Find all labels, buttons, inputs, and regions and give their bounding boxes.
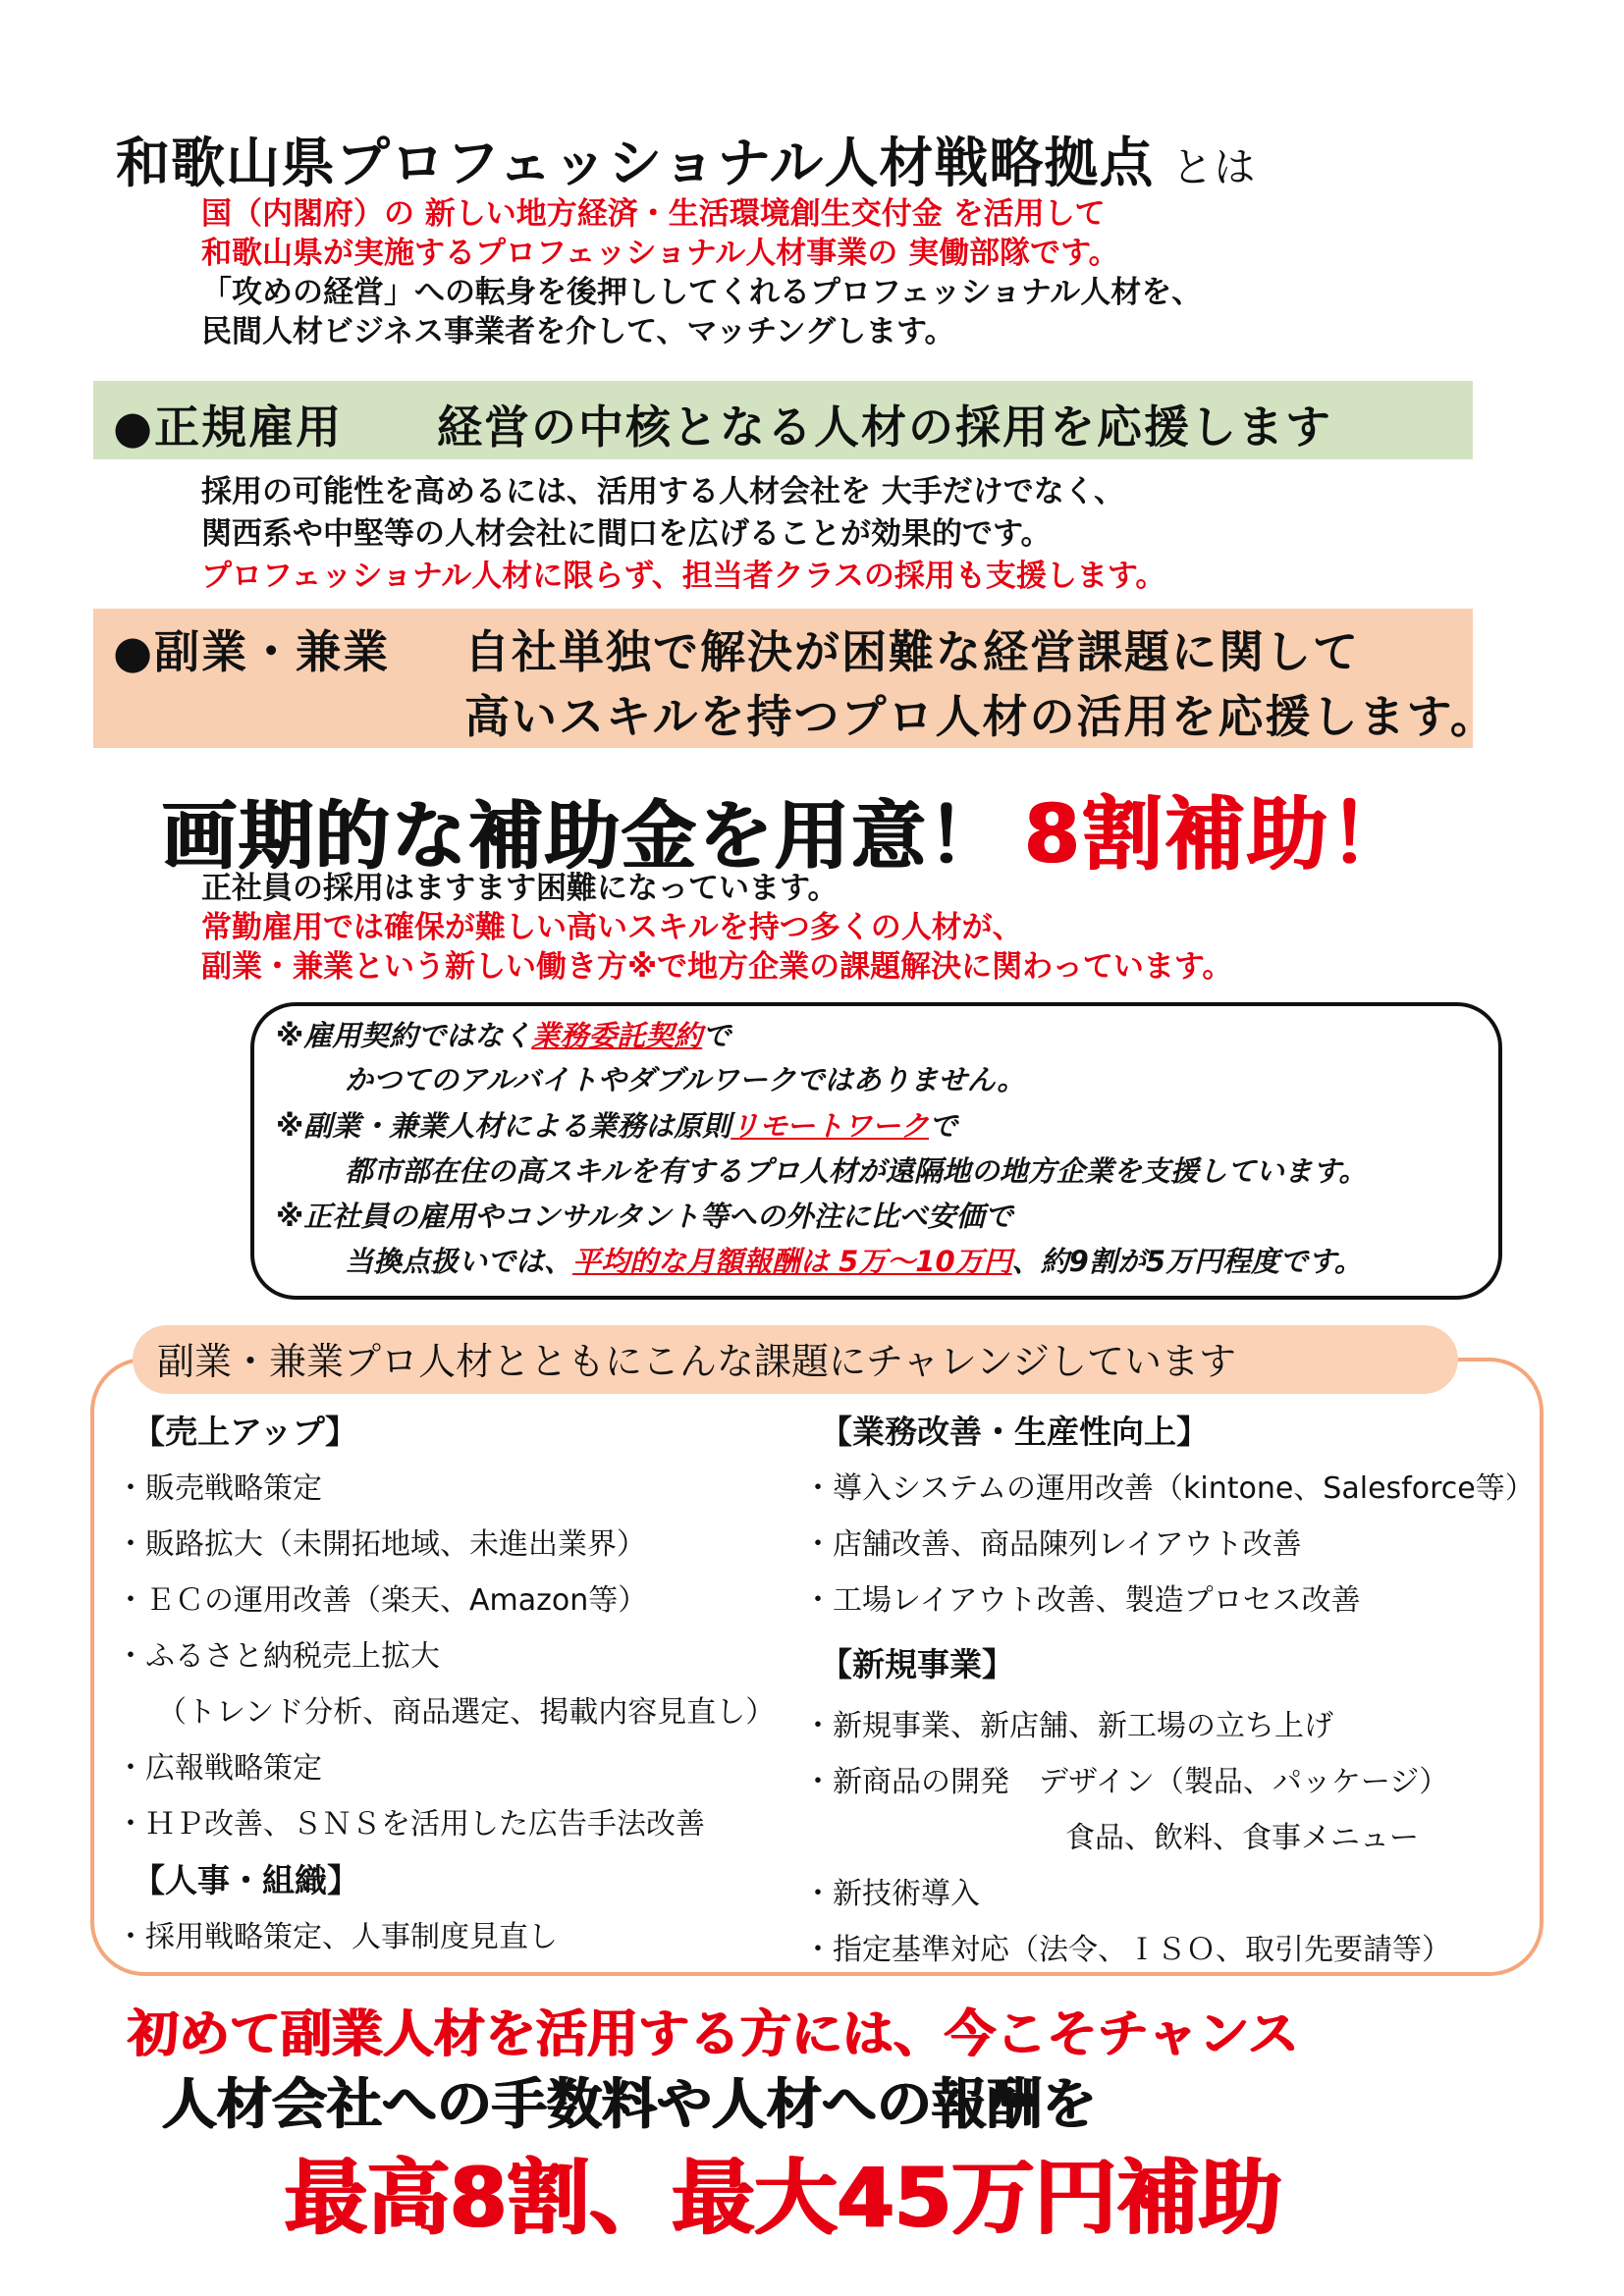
list-item [116, 1799, 705, 1842]
bullet: ・ [803, 1765, 833, 1799]
list-item [116, 1631, 440, 1675]
note-text: で [929, 1109, 958, 1143]
sub-line: 常勤雇用では確保が難しい高いスキルを持つ多くの人材が、 [201, 910, 1023, 945]
bullet: ・ [803, 1933, 833, 1967]
section-label: ●正規雇用 [113, 400, 344, 454]
item-text: 採用戦略策定、人事制度見直し [145, 1920, 558, 1954]
note-text: 当換点扱いでは、 [345, 1245, 573, 1278]
item-text: 販売戦略策定 [145, 1471, 322, 1506]
list-item [116, 1520, 646, 1563]
sub-line: 正社員の採用はますます困難になっています。 [201, 871, 839, 906]
section-label: ●副業・兼業 [113, 625, 391, 678]
bullet: ・ [803, 1583, 833, 1618]
item-text: ふるさと納税売上拡大 [145, 1639, 440, 1674]
list-item-continuation: （トレンド分析、商品選定、掲載内容見直し） [157, 1695, 776, 1730]
bullet: ・ [116, 1527, 145, 1562]
note-emphasis: 平均的な月額報酬は 5万～10万円 [572, 1245, 1012, 1278]
note-emphasis: 業務委託契約 [531, 1019, 703, 1052]
list-item [116, 1464, 322, 1507]
desc-line: 採用の可能性を高めるには、活用する人材会社を 大手だけでなく、 [201, 474, 1125, 509]
title-suffix: とは [1171, 143, 1257, 191]
intro-text [201, 194, 1202, 351]
list-item [803, 1575, 1361, 1619]
section-heading: 経営の中核となる人材の採用を応援します [437, 400, 1332, 454]
list-item [803, 1757, 1448, 1800]
list-item [116, 1575, 647, 1619]
category-label: 【売上アップ】 [133, 1413, 358, 1451]
bullet: ・ [803, 1527, 833, 1562]
list-item [803, 1701, 1333, 1744]
note-text: ※副業・兼業人材による業務は原則 [276, 1109, 731, 1143]
bullet: ・ [116, 1583, 145, 1618]
note-line: かつてのアルバイトやダブルワークではありません。 [345, 1063, 1026, 1096]
item-text: 工場レイアウト改善、製造プロセス改善 [833, 1583, 1361, 1618]
intro-line: 国（内閣府）の 新しい地方経済・生活環境創生交付金 を活用して [201, 196, 1106, 232]
note-line [276, 1014, 731, 1054]
list-item [803, 1925, 1451, 1968]
item-text: 店舗改善、商品陳列レイアウト改善 [833, 1527, 1302, 1562]
note-text: 、約9割が5万円程度です。 [1011, 1245, 1363, 1278]
section-heading-line: 自社単独で解決が困難な経営課題に関して [464, 625, 1360, 678]
seiki-description [201, 471, 1165, 598]
item-text: 販路拡大（未開拓地域、未進出業界） [145, 1527, 646, 1562]
item-text: 広報戦略策定 [145, 1751, 322, 1786]
title-main: 和歌山県プロフェッショナル人材戦略拠点 [116, 132, 1155, 194]
bullet: ・ [116, 1639, 145, 1674]
note-line [345, 1240, 1363, 1280]
bullet: ・ [116, 1471, 145, 1506]
sub-description [201, 869, 1232, 987]
list-item [116, 1743, 322, 1787]
note-emphasis: リモートワーク [731, 1109, 930, 1143]
note-line: ※正社員の雇用やコンサルタント等への外注に比べ安価で [276, 1200, 1013, 1233]
bullet: ・ [803, 1877, 833, 1911]
list-item [803, 1869, 980, 1912]
item-text: ＨＰ改善、ＳＮＳを活用した広告手法改善 [145, 1807, 705, 1842]
desc-line: 関西系や中堅等の人材会社に間口を広げることが効果的です。 [201, 516, 1052, 552]
note-line: 都市部在住の高スキルを有するプロ人材が遠隔地の地方企業を支援しています。 [345, 1154, 1368, 1188]
note-text: で [702, 1019, 731, 1052]
intro-line: 「攻めの経営」への転身を後押ししてくれるプロフェッショナル人材を、 [201, 275, 1203, 310]
list-item [116, 1912, 558, 1955]
footer-subsidy: 最高8割、最大45万円補助 [285, 2150, 1282, 2246]
category-label: 【人事・組織】 [133, 1861, 359, 1899]
bullet: ・ [116, 1920, 145, 1954]
footer-chance: 初めて副業人材を活用する方には、今こそチャンス [128, 2005, 1299, 2064]
note-text: ※雇用契約ではなく [276, 1019, 532, 1052]
item-text: 指定基準対応（法令、ＩＳＯ、取引先要請等） [833, 1933, 1451, 1967]
section-heading-line: 高いスキルを持つプロ人材の活用を応援します。 [464, 690, 1497, 743]
category-label: 【新規事業】 [820, 1645, 1014, 1683]
desc-line: プロフェッショナル人材に限らず、担当者クラスの採用も支援します。 [201, 559, 1166, 594]
list-item [803, 1520, 1302, 1563]
challenge-header: 副業・兼業プロ人材とともにこんな課題にチャレンジしています [157, 1340, 1236, 1383]
bullet: ・ [116, 1807, 145, 1842]
intro-line: 民間人材ビジネス事業者を介して、マッチングします。 [201, 314, 955, 349]
headline-text: 画期的な補助金を用意！ [162, 792, 1004, 880]
item-text: 新規事業、新店舗、新工場の立ち上げ [833, 1709, 1333, 1743]
footer-fee: 人材会社への手数料や人材への報酬を [162, 2073, 1097, 2137]
bullet: ・ [803, 1709, 833, 1743]
item-text: 導入システムの運用改善（kintone、Salesforce等） [833, 1471, 1535, 1506]
intro-line: 和歌山県が実施するプロフェッショナル人材事業の 実働部隊です。 [201, 236, 1119, 271]
section-bar-fukugyo [93, 609, 1497, 748]
list-item-continuation: 食品、飲料、食事メニュー [1065, 1821, 1419, 1855]
section-bar-seiki [93, 381, 1473, 459]
item-text: ＥＣの運用改善（楽天、Amazon等） [145, 1583, 648, 1618]
notes-box [250, 1002, 1502, 1300]
headline-highlight: 8割補助！ [1024, 788, 1413, 881]
sub-line: 副業・兼業という新しい働き方※で地方企業の課題解決に関わっています。 [201, 949, 1233, 985]
bullet: ・ [116, 1751, 145, 1786]
item-text: 新技術導入 [833, 1877, 980, 1911]
list-item [803, 1464, 1535, 1507]
category-label: 【業務改善・生産性向上】 [820, 1413, 1209, 1451]
bullet: ・ [803, 1471, 833, 1506]
item-text: 新商品の開発 デザイン（製品、パッケージ） [833, 1765, 1449, 1799]
page-title [116, 120, 1256, 197]
note-line [276, 1104, 957, 1145]
